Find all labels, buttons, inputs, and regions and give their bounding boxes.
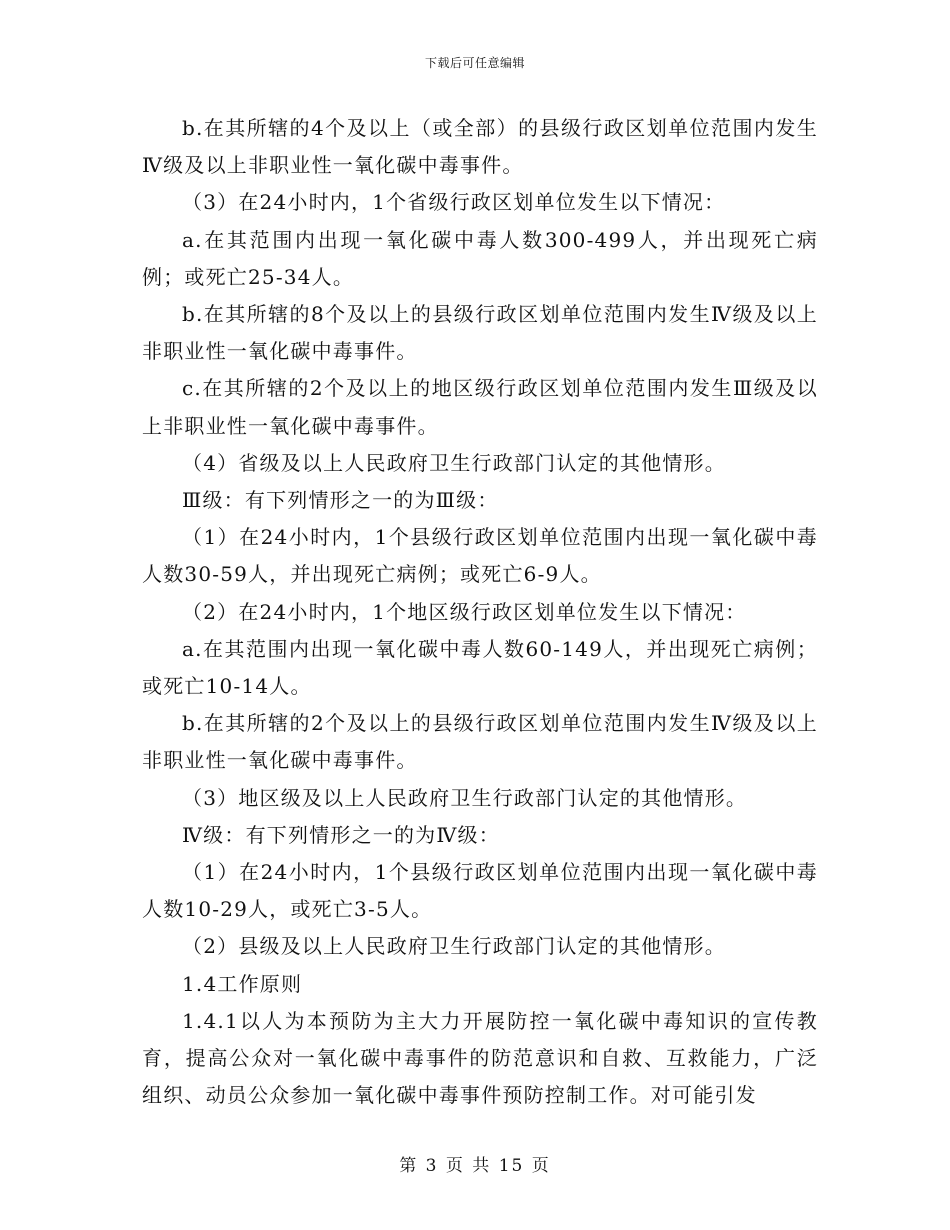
paragraph: （4）省级及以上人民政府卫生行政部门认定的其他情形。 [182,450,726,475]
paragraph: c.在其所辖的2个及以上的地区级行政区划单位范围内发生Ⅲ级及以上非职业性一氧化碳中毒事件。 [142,376,818,438]
paragraph: （3）在24小时内，1个省级行政区划单位发生以下情况： [182,190,726,215]
paragraph: b.在其所辖的2个及以上的县级行政区划单位范围内发生Ⅳ级及以上非职业性一氧化碳中毒事件。 [142,711,818,773]
paragraph: b.在其所辖的4个及以上（或全部）的县级行政区划单位范围内发生Ⅳ级及以上非职业性一氧化碳中毒事件。 [142,116,818,178]
page-footer: 第 3 页 共 15 页 [399,1156,551,1176]
paragraph: （3）地区级及以上人民政府卫生行政部门认定的其他情形。 [182,785,748,810]
paragraph: （1）在24小时内，1个县级行政区划单位范围内出现一氧化碳中毒人数10-29人，或死亡3-5人。 [142,860,818,922]
page-header: 下载后可任意编辑 [424,56,525,70]
section-heading: 1.4工作原则 [182,971,303,996]
section-heading: Ⅳ级：有下列情形之一的为Ⅳ级： [182,822,500,847]
document-body [142,110,818,1114]
paragraph: （2）在24小时内，1个地区级行政区划单位发生以下情况： [182,599,747,624]
paragraph: 1.4.1以人为本预防为主大力开展防控一氧化碳中毒知识的宣传教育，提高公众对一氧化碳中毒事件的防范意识和自救、互救能力，广泛组织、动员公众参加一氧化碳中毒事件预防控制工作。对可能引发 [142,1008,818,1108]
paragraph: （1）在24小时内，1个县级行政区划单位范围内出现一氧化碳中毒人数30-59人，并出现死亡病例；或死亡6-9人。 [142,525,818,587]
section-heading: Ⅲ级：有下列情形之一的为Ⅲ级： [182,488,499,513]
paragraph: （2）县级及以上人民政府卫生行政部门认定的其他情形。 [182,934,726,959]
paragraph: a.在其范围内出现一氧化碳中毒人数60-149人，并出现死亡病例；或死亡10-14人。 [142,636,818,699]
paragraph: b.在其所辖的8个及以上的县级行政区划单位范围内发生Ⅳ级及以上非职业性一氧化碳中毒事件。 [142,302,818,364]
paragraph: a.在其范围内出现一氧化碳中毒人数300-499人，并出现死亡病例；或死亡25-34人。 [142,227,818,289]
